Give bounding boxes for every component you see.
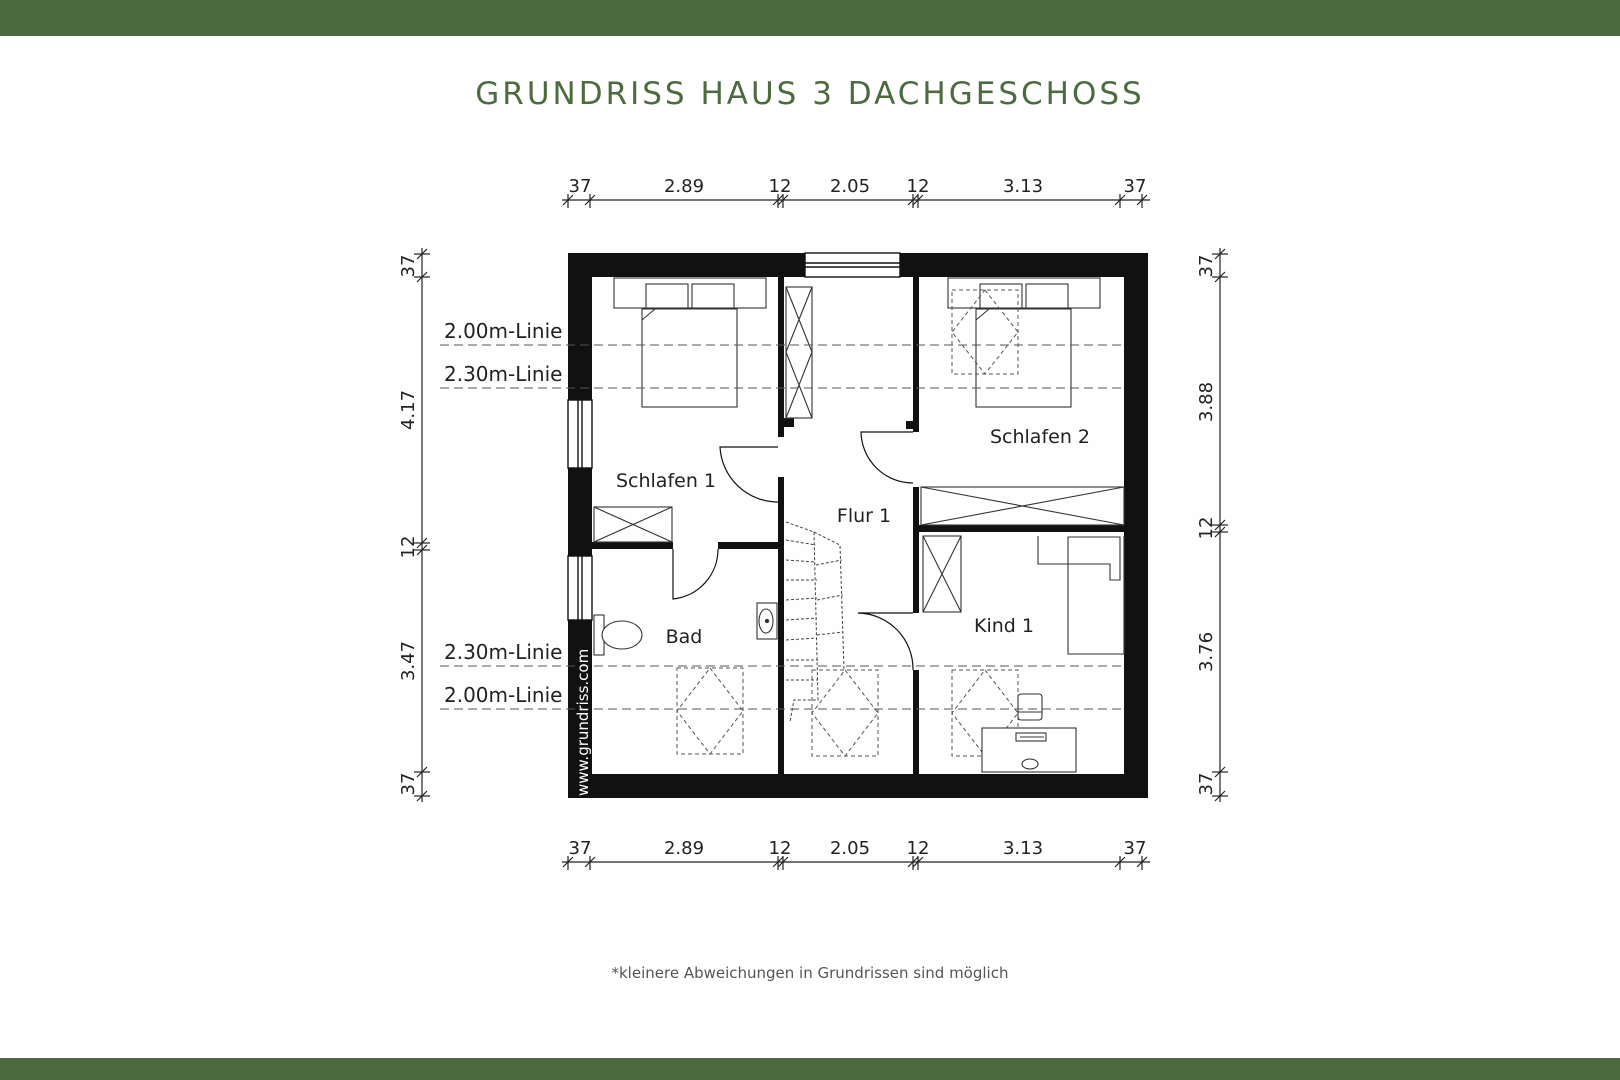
dim-right-3: 12 — [1196, 516, 1217, 540]
dim-left-2: 4.17 — [398, 389, 419, 431]
room-label-flur-1: Flur 1 — [836, 505, 892, 527]
dim-right-5: 37 — [1196, 772, 1217, 796]
dim-left-4: 3.47 — [398, 640, 419, 682]
dim-bottom-2: 2.89 — [663, 838, 705, 859]
dim-right-2: 3.88 — [1196, 381, 1217, 423]
dim-bottom-4: 2.05 — [829, 838, 871, 859]
dim-top-3: 12 — [768, 176, 792, 197]
dim-top-7: 37 — [1123, 176, 1147, 197]
height-line-230-upper-label: 2.30m-Linie — [444, 362, 563, 386]
dim-top-1: 37 — [568, 176, 592, 197]
window-left-lower — [568, 556, 592, 620]
page-title: GRUNDRISS HAUS 3 DACHGESCHOSS — [475, 76, 1145, 112]
dim-left-3: 12 — [398, 535, 419, 559]
floor-plan-panel — [352, 122, 1292, 960]
dim-bottom-1: 37 — [568, 838, 592, 859]
footnote: *kleinere Abweichungen in Grundrissen sind möglich — [611, 964, 1009, 982]
dim-bottom-5: 12 — [906, 838, 930, 859]
room-label-schlafen-2: Schlafen 2 — [989, 426, 1091, 448]
dimension-chain-left — [414, 248, 430, 802]
dim-top-5: 12 — [906, 176, 930, 197]
toilet — [594, 615, 642, 655]
dim-right-1: 37 — [1196, 254, 1217, 278]
height-line-230-lower-label: 2.30m-Linie — [444, 640, 563, 664]
floor-plan — [352, 122, 1292, 960]
bed-kind-1 — [1038, 536, 1124, 654]
room-label-schlafen-1: Schlafen 1 — [615, 470, 717, 492]
room-label-bad: Bad — [665, 626, 703, 648]
watermark: www.grundriss.com — [574, 648, 592, 796]
window-top — [805, 253, 900, 277]
dim-right-4: 3.76 — [1196, 631, 1217, 673]
dim-bottom-7: 37 — [1123, 838, 1147, 859]
dim-bottom-3: 12 — [768, 838, 792, 859]
height-line-200-upper-label: 2.00m-Linie — [444, 319, 563, 343]
dim-left-1: 37 — [398, 254, 419, 278]
dim-left-5: 37 — [398, 772, 419, 796]
dim-top-4: 2.05 — [829, 176, 871, 197]
dim-top-2: 2.89 — [663, 176, 705, 197]
dim-top-6: 3.13 — [1002, 176, 1044, 197]
doors — [673, 432, 913, 670]
window-left-upper — [568, 400, 592, 468]
staircase — [786, 522, 844, 722]
bottom-accent-band — [0, 1058, 1620, 1080]
dim-bottom-6: 3.13 — [1002, 838, 1044, 859]
room-label-kind-1: Kind 1 — [974, 615, 1034, 637]
top-accent-band — [0, 0, 1620, 36]
height-line-200-lower-label: 2.00m-Linie — [444, 683, 563, 707]
washbasin — [757, 603, 777, 639]
